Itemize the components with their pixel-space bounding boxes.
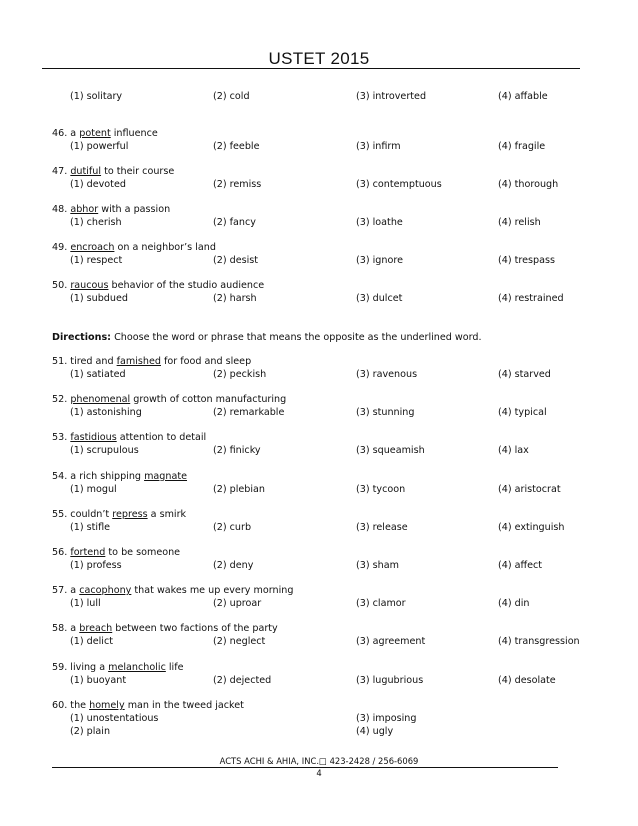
question-stem — [52, 166, 174, 178]
underlined-word: fortend — [70, 547, 106, 558]
underlined-word: magnate — [144, 471, 188, 482]
answer-option: (3) release — [356, 522, 408, 533]
question-stem — [52, 623, 278, 635]
question-stem — [52, 585, 293, 597]
answer-option: (3) loathe — [356, 217, 403, 228]
question-number: 48. — [52, 204, 71, 215]
directions-label: Directions: — [52, 332, 112, 343]
answer-option: (1) satiated — [70, 369, 126, 380]
question-text: man in the tweed jacket — [124, 700, 244, 711]
question-number: 54. a rich shipping — [52, 471, 145, 482]
answer-option: (3) imposing — [356, 713, 417, 724]
answer-option: (3) ravenous — [356, 369, 418, 380]
question-stem — [52, 242, 216, 254]
answer-option: (2) remiss — [213, 179, 262, 190]
answer-option: (3) ignore — [356, 255, 403, 266]
page-number: 4 — [316, 768, 322, 778]
answer-option: (2) peckish — [213, 369, 267, 380]
answer-option: (2) finicky — [213, 445, 261, 456]
question-stem — [52, 509, 186, 521]
underlined-word: phenomenal — [70, 394, 131, 405]
question-text: with a passion — [98, 204, 171, 215]
answer-option: (4) thorough — [498, 179, 559, 190]
answer-option: (3) infirm — [356, 141, 401, 152]
answer-option: (4) ugly — [356, 726, 394, 737]
question-text: to be someone — [105, 547, 181, 558]
question-text: to their course — [101, 166, 175, 177]
answer-option: (1) powerful — [70, 141, 129, 152]
underlined-word: melancholic — [108, 662, 166, 673]
answer-option: (4) starved — [498, 369, 551, 380]
answer-option: (3) dulcet — [356, 293, 403, 304]
question-number: 50. — [52, 280, 71, 291]
answer-option: (4) transgression — [498, 636, 580, 647]
underlined-word: breach — [79, 623, 113, 634]
answer-option: (2) curb — [213, 522, 252, 533]
answer-option: (1) astonishing — [70, 407, 142, 418]
answer-option: (1) devoted — [70, 179, 126, 190]
question-text: attention to detail — [116, 432, 207, 443]
question-text: life — [165, 662, 184, 673]
answer-option: (2) remarkable — [213, 407, 285, 418]
answer-option: (4) affable — [498, 91, 548, 102]
question-number: 55. couldn’t — [52, 509, 113, 520]
answer-option: (4) lax — [498, 445, 529, 456]
question-stem — [52, 356, 251, 368]
answer-option: (1) stifle — [70, 522, 111, 533]
answer-option: (3) sham — [356, 560, 399, 571]
underlined-word: dutiful — [70, 166, 102, 177]
question-stem — [52, 280, 264, 292]
directions — [52, 332, 482, 344]
question-number: 53. — [52, 432, 71, 443]
answer-option: (4) affect — [498, 560, 543, 571]
question-stem — [52, 547, 180, 559]
answer-option: (4) aristocrat — [498, 484, 561, 495]
answer-option: (3) stunning — [356, 407, 415, 418]
answer-option: (3) introverted — [356, 91, 427, 102]
answer-option: (2) cold — [213, 91, 250, 102]
answer-option: (3) clamor — [356, 598, 406, 609]
question-text: influence — [110, 128, 158, 139]
question-number: 58. a — [52, 623, 80, 634]
page-title: USTET 2015 — [268, 49, 370, 68]
question-stem — [52, 662, 184, 674]
underlined-word: potent — [79, 128, 111, 139]
question-text: growth of cotton manufacturing — [130, 394, 287, 405]
answer-option: (1) unostentatious — [70, 713, 159, 724]
answer-option: (4) desolate — [498, 675, 556, 686]
question-stem — [52, 204, 170, 216]
answer-option: (4) typical — [498, 407, 547, 418]
answer-option: (2) fancy — [213, 217, 256, 228]
question-text: between two factions of the party — [112, 623, 278, 634]
answer-option: (2) plain — [70, 726, 111, 737]
question-text: for food and sleep — [160, 356, 252, 367]
answer-option: (2) feeble — [213, 141, 260, 152]
question-number: 56. — [52, 547, 71, 558]
question-text: that wakes me up every morning — [131, 585, 294, 596]
underlined-word: cacophony — [79, 585, 132, 596]
question-number: 51. tired and — [52, 356, 117, 367]
answer-option: (1) cherish — [70, 217, 122, 228]
question-stem — [52, 394, 286, 406]
answer-option: (1) delict — [70, 636, 113, 647]
question-stem — [52, 700, 244, 712]
answer-option: (1) lull — [70, 598, 101, 609]
underlined-word: famished — [116, 356, 161, 367]
answer-option: (3) squeamish — [356, 445, 425, 456]
answer-option: (1) profess — [70, 560, 122, 571]
question-text: behavior of the studio audience — [108, 280, 265, 291]
question-number: 60. the — [52, 700, 90, 711]
answer-option: (4) din — [498, 598, 530, 609]
footer-contact: ACTS ACHI & AHIA, INC.□ 423-2428 / 256-6069 — [219, 756, 419, 766]
answer-option: (2) harsh — [213, 293, 257, 304]
answer-option: (3) lugubrious — [356, 675, 424, 686]
answer-option: (2) dejected — [213, 675, 272, 686]
question-number: 57. a — [52, 585, 80, 596]
answer-option: (4) relish — [498, 217, 541, 228]
question-number: 59. living a — [52, 662, 109, 673]
question-number: 46. a — [52, 128, 80, 139]
answer-option: (4) restrained — [498, 293, 564, 304]
answer-option: (2) desist — [213, 255, 259, 266]
answer-option: (1) subdued — [70, 293, 128, 304]
answer-option: (2) neglect — [213, 636, 266, 647]
answer-option: (1) buoyant — [70, 675, 127, 686]
question-text: a smirk — [147, 509, 187, 520]
header-divider — [42, 68, 580, 69]
answer-option: (1) scrupulous — [70, 445, 139, 456]
answer-option: (3) contemptuous — [356, 179, 442, 190]
answer-option: (1) solitary — [70, 91, 123, 102]
underlined-word: abhor — [70, 204, 99, 215]
underlined-word: repress — [112, 509, 148, 520]
question-stem — [52, 471, 187, 483]
answer-option: (1) respect — [70, 255, 123, 266]
answer-option: (3) agreement — [356, 636, 426, 647]
underlined-word: raucous — [70, 280, 109, 291]
answer-option: (2) uproar — [213, 598, 262, 609]
answer-option: (1) mogul — [70, 484, 117, 495]
underlined-word: encroach — [70, 242, 115, 253]
question-number: 49. — [52, 242, 71, 253]
answer-option: (4) fragile — [498, 141, 546, 152]
underlined-word: homely — [89, 700, 125, 711]
answer-option: (4) extinguish — [498, 522, 565, 533]
answer-option: (3) tycoon — [356, 484, 406, 495]
underlined-word: fastidious — [70, 432, 117, 443]
question-stem — [52, 432, 206, 444]
question-number: 52. — [52, 394, 71, 405]
answer-option: (4) trespass — [498, 255, 556, 266]
answer-option: (2) deny — [213, 560, 254, 571]
question-number: 47. — [52, 166, 71, 177]
question-text: on a neighbor’s land — [114, 242, 216, 253]
directions-text: Choose the word or phrase that means the opposite as the underlined word. — [111, 332, 482, 343]
question-stem — [52, 128, 158, 140]
answer-option: (2) plebian — [213, 484, 266, 495]
